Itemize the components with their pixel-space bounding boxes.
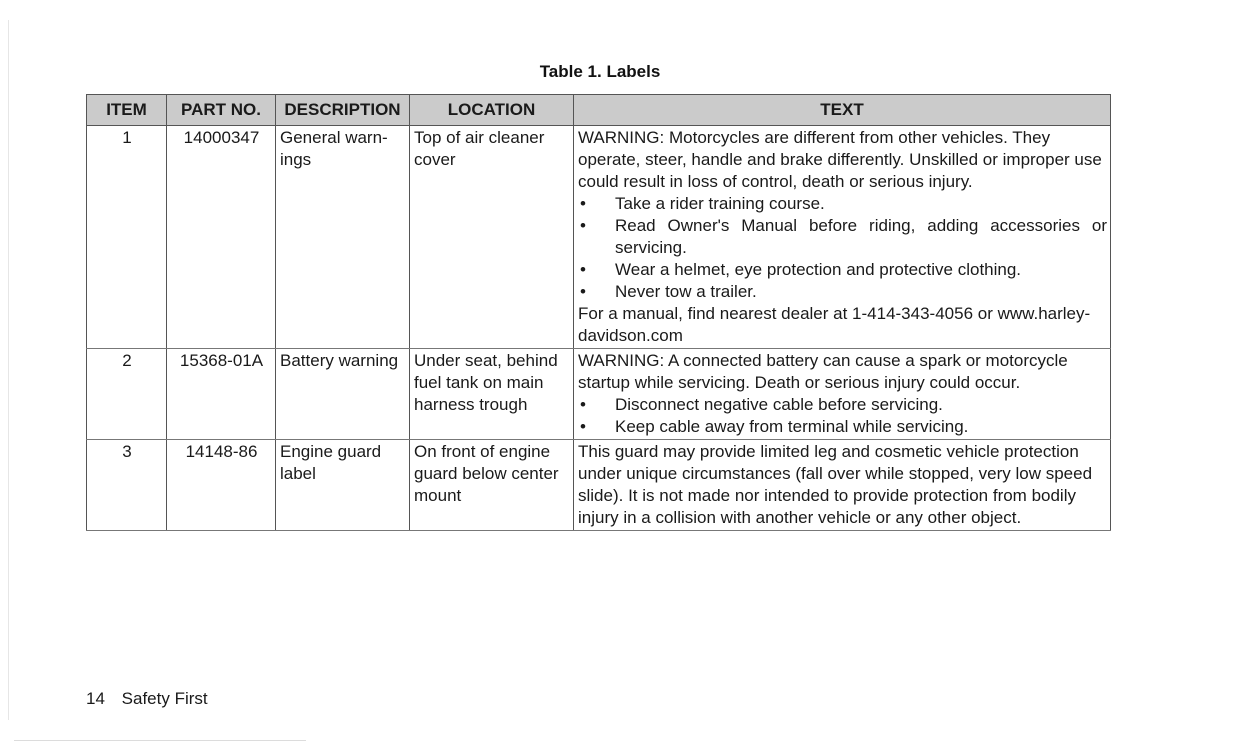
table-row bbox=[87, 349, 1111, 440]
bullet-text: Wear a helmet, eye protection and protective clothing. bbox=[615, 260, 1022, 279]
page-number: 14 bbox=[86, 689, 105, 708]
bullet-item bbox=[578, 394, 1107, 416]
bullet-icon: • bbox=[580, 395, 586, 414]
bullet-text: Take a rider training course. bbox=[615, 194, 825, 213]
description-cell: Battery warning bbox=[276, 349, 410, 440]
table-row bbox=[87, 440, 1111, 531]
bullet-icon: • bbox=[580, 282, 586, 301]
label-text-cell bbox=[574, 126, 1111, 349]
page-edge-left bbox=[8, 20, 9, 720]
table-header-row bbox=[87, 95, 1111, 126]
bullet-item bbox=[578, 416, 1107, 438]
bullet-text: Keep cable away from terminal while servicing. bbox=[615, 417, 969, 436]
description-cell: General warn- ings bbox=[276, 126, 410, 349]
label-text-intro: This guard may provide limited leg and cosmetic vehicle protection under unique circumstances (fall over while stopped, very low speed slide). It is not made nor intended to provide protection from bodily injury in a collision with another vehicle or any other object. bbox=[578, 442, 1093, 527]
labels-table bbox=[86, 94, 1111, 531]
bullet-item bbox=[578, 281, 1107, 303]
part-number: 14148-86 bbox=[167, 440, 276, 531]
table-title: Table 1. Labels bbox=[539, 62, 661, 81]
bullet-list bbox=[578, 193, 1107, 303]
header-item: ITEM bbox=[87, 95, 167, 126]
item-number: 3 bbox=[87, 440, 167, 531]
header-text: TEXT bbox=[574, 95, 1111, 126]
header-location: LOCATION bbox=[410, 95, 574, 126]
bullet-icon: • bbox=[580, 260, 586, 279]
bullet-item bbox=[578, 215, 1107, 259]
label-text-outro: For a manual, find nearest dealer at 1-414-343-4056 or www.harley- davidson.com bbox=[578, 304, 1091, 345]
bullet-list bbox=[578, 394, 1107, 438]
label-text-intro: WARNING: A connected battery can cause a spark or motorcycle startup while servicing. Death or serious injury could occur. bbox=[578, 351, 1068, 392]
location-cell: Top of air cleaner cover bbox=[410, 126, 574, 349]
bullet-icon: • bbox=[580, 216, 586, 235]
bullet-text: Read Owner's Manual before riding, adding accessories or servicing. bbox=[615, 216, 1107, 257]
part-number: 15368-01A bbox=[167, 349, 276, 440]
bullet-icon: • bbox=[580, 194, 586, 213]
bullet-text: Disconnect negative cable before servicing. bbox=[615, 395, 943, 414]
page-edge-bottom bbox=[14, 740, 306, 741]
item-number: 1 bbox=[87, 126, 167, 349]
location-cell: Under seat, behind fuel tank on main harness trough bbox=[410, 349, 574, 440]
part-number: 14000347 bbox=[167, 126, 276, 349]
bullet-item bbox=[578, 259, 1107, 281]
label-text-intro: WARNING: Motorcycles are different from other vehicles. They operate, steer, handle and brake differently. Unskilled or improper use could result in loss of control, death or serious injury. bbox=[578, 128, 1102, 191]
section-name: Safety First bbox=[121, 689, 208, 708]
table-row bbox=[87, 126, 1111, 349]
bullet-text: Never tow a trailer. bbox=[615, 282, 757, 301]
header-description: DESCRIPTION bbox=[276, 95, 410, 126]
label-text-cell bbox=[574, 349, 1111, 440]
page-footer bbox=[86, 689, 208, 709]
description-cell: Engine guard label bbox=[276, 440, 410, 531]
item-number: 2 bbox=[87, 349, 167, 440]
header-part-no: PART NO. bbox=[167, 95, 276, 126]
bullet-item bbox=[578, 193, 1107, 215]
bullet-icon: • bbox=[580, 417, 586, 436]
label-text-cell bbox=[574, 440, 1111, 531]
location-cell: On front of engine guard below center mount bbox=[410, 440, 574, 531]
